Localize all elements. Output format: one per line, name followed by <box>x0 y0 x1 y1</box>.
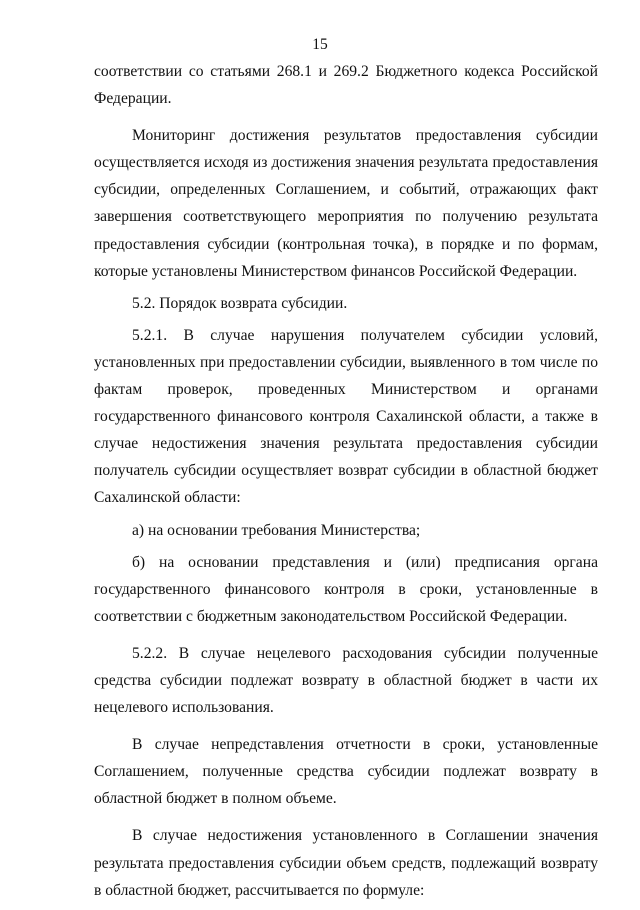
paragraph-continuation: соответствии со статьями 268.1 и 269.2 Бюджетного кодекса Российской Федерации. <box>94 63 598 108</box>
paragraph-monitoring: Мониторинг достижения результатов предоставления субсидии осуществляется исходя из достижения значения результата предоставления субсидии, определенных Соглашением, и событий, отражающих факт завершения соответствующего мероприятия по получению результата предоставления субсидии (контрольная точка), в порядке и по формам, которые установлены Министерством финансов Российской Федерации. <box>94 127 598 280</box>
section-heading-5-2: 5.2. Порядок возврата субсидии. <box>132 294 348 312</box>
paragraph-5-2-1: 5.2.1. В случае нарушения получателем субсидии условий, установленных при предоставлении субсидии, выявленного в том числе по фактам проверок, проведенных Министерством и органами государственного финансового контроля Сахалинской области, а также в случае недостижения значения результата предоставления субсидии получатель субсидии осуществляет возврат субсидии в областной бюджет Сахалинской области: <box>94 326 598 507</box>
list-item-b: б) на основании представления и (или) предписания органа государственного финансового контроля в сроки, установленные в соответствии с бюджетным законодательством Российской Федерации. <box>94 553 598 625</box>
paragraph-5-2-2: 5.2.2. В случае нецелевого расходования субсидии полученные средства субсидии подлежат возврату в областной бюджет в части их нецелевого использования. <box>94 644 598 717</box>
list-item-a: а) на основании требования Министерства; <box>132 521 421 539</box>
page-number: 15 <box>312 36 328 53</box>
paragraph-formula-intro: В случае недостижения установленного в Соглашении значения результата предоставления субсидии объем средств, подлежащий возврату в областной бюджет, рассчитывается по формуле: <box>94 827 598 899</box>
document-body <box>94 58 598 904</box>
paragraph-no-report: В случае непредставления отчетности в сроки, установленные Соглашением, полученные средства субсидии подлежат возврату в областной бюджет в полном объеме. <box>94 736 598 808</box>
